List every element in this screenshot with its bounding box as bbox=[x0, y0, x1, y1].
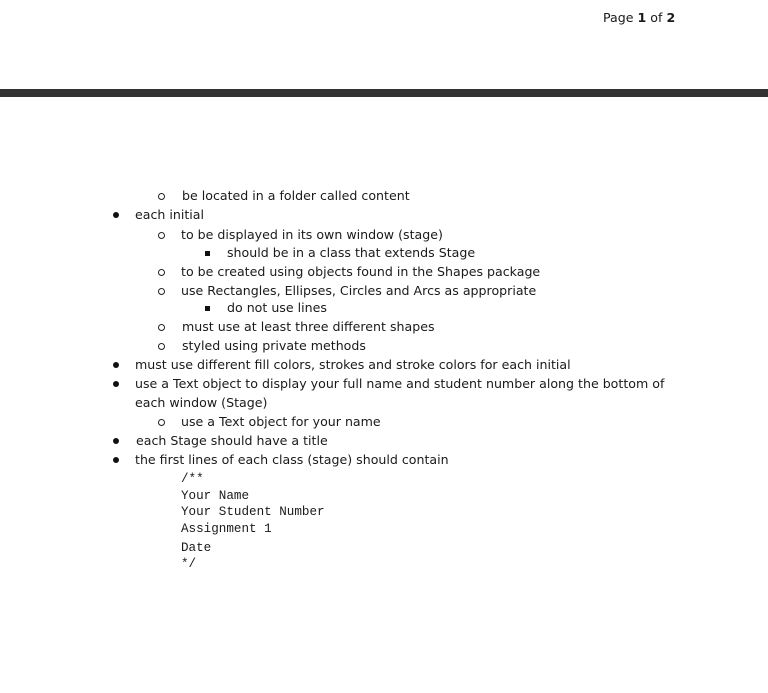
list-item-text: must use at least three different shapes bbox=[182, 319, 435, 334]
page-separator bbox=[0, 89, 768, 97]
code-line: Assignment 1 bbox=[181, 522, 272, 536]
list-item-text: each initial bbox=[135, 207, 205, 222]
hollow-circle-bullet-icon bbox=[158, 324, 165, 331]
hollow-circle-bullet-icon bbox=[158, 343, 165, 350]
list-item-text: styled using private methods bbox=[182, 338, 366, 353]
disc-bullet-icon bbox=[113, 212, 119, 218]
code-line: Your Student Number bbox=[181, 505, 325, 519]
square-bullet-icon bbox=[205, 306, 210, 311]
hollow-circle-bullet-icon bbox=[158, 269, 165, 276]
disc-bullet-icon bbox=[113, 438, 119, 444]
list-item-text: be located in a folder called content bbox=[182, 188, 410, 203]
list-item-text: must use different fill colors, strokes and stroke colors for each initial bbox=[135, 357, 571, 372]
list-item-text: each Stage should have a title bbox=[136, 433, 328, 448]
current-page: 1 bbox=[637, 10, 647, 25]
page-prefix: Page bbox=[603, 10, 634, 25]
list-item-text: to be created using objects found in the Shapes package bbox=[181, 264, 541, 279]
list-item-text: each window (Stage) bbox=[135, 395, 268, 410]
code-line: Your Name bbox=[181, 489, 250, 503]
square-bullet-icon bbox=[205, 251, 210, 256]
page-of: of bbox=[650, 10, 663, 25]
list-item-text: use Rectangles, Ellipses, Circles and Arcs as appropriate bbox=[181, 283, 537, 298]
hollow-circle-bullet-icon bbox=[158, 288, 165, 295]
list-item-text: to be displayed in its own window (stage) bbox=[181, 227, 443, 242]
disc-bullet-icon bbox=[113, 362, 119, 368]
list-item-text: use a Text object to display your full name and student number along the bottom of bbox=[135, 376, 665, 391]
hollow-circle-bullet-icon bbox=[158, 193, 165, 200]
hollow-circle-bullet-icon bbox=[158, 419, 165, 426]
list-item-text: should be in a class that extends Stage bbox=[227, 245, 476, 260]
disc-bullet-icon bbox=[113, 457, 119, 463]
code-line: */ bbox=[181, 557, 197, 571]
code-line: /** bbox=[181, 472, 204, 486]
list-item-text: use a Text object for your name bbox=[181, 414, 381, 429]
hollow-circle-bullet-icon bbox=[158, 232, 165, 239]
code-line: Date bbox=[181, 541, 212, 555]
list-item-text: the first lines of each class (stage) should contain bbox=[135, 452, 449, 467]
page-number bbox=[603, 10, 675, 25]
total-pages: 2 bbox=[666, 10, 676, 25]
disc-bullet-icon bbox=[113, 381, 119, 387]
list-item-text: do not use lines bbox=[227, 300, 327, 315]
